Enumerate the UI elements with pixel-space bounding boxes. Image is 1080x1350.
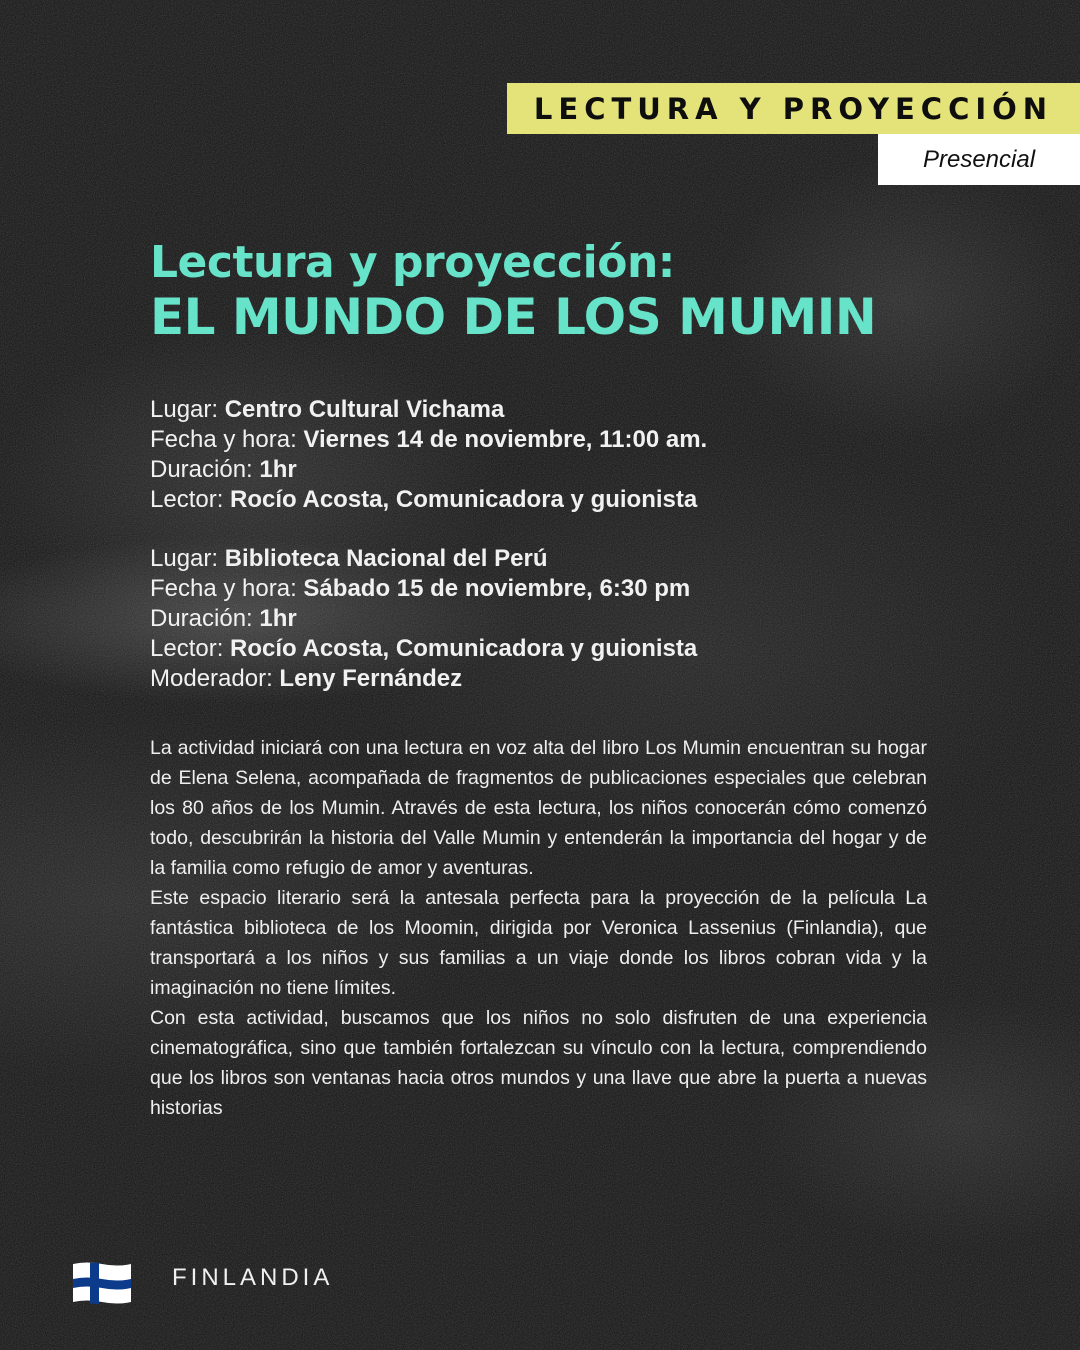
session-1-reader: Lector: Rocío Acosta, Comunicadora y guionista — [150, 486, 698, 513]
session-1-datetime: Fecha y hora: Viernes 14 de noviembre, 11:00 am. — [150, 426, 708, 453]
finland-flag-icon — [72, 1260, 132, 1306]
session-2-duration: Duración: 1hr — [150, 605, 297, 632]
session-details-1 — [150, 395, 950, 515]
category-tag-label: LECTURA Y PROYECCIÓN — [533, 91, 1054, 126]
event-title — [150, 236, 970, 344]
description-paragraph-1: La actividad iniciará con una lectura en voz alta del libro Los Mumin encuentran su hogar de Elena Selena, acompañada de fragmentos de publicaciones especiales que celebran los 80 años de los Mumin. Através de esta lectura, los niños conocerán cómo comenzó todo, descubrirán la historia del Valle Mumin y entenderán la importancia del hogar y de la familia como refugio de amor y aventuras. — [150, 737, 927, 879]
category-tag — [507, 83, 1080, 134]
mode-tag-label: Presencial — [922, 145, 1036, 173]
mode-tag — [878, 134, 1080, 185]
session-1-duration: Duración: 1hr — [150, 456, 297, 483]
session-2-datetime: Fecha y hora: Sábado 15 de noviembre, 6:30 pm — [150, 575, 691, 602]
session-details-2 — [150, 544, 950, 694]
description-paragraph-2: Este espacio literario será la antesala perfecta para la proyección de la película La fantástica biblioteca de los Moomin, dirigida por Veronica Lassenius (Finlandia), que transportará a los niños y sus familias a un viaje donde los libros cobran vida y la imaginación no tiene límites. — [150, 887, 927, 999]
event-title-line1: Lectura y proyección: — [150, 237, 675, 288]
session-1-venue: Lugar: Centro Cultural Vichama — [150, 396, 505, 423]
country-label: FINLANDIA — [172, 1264, 334, 1291]
session-2-moderator: Moderador: Leny Fernández — [150, 665, 463, 692]
event-title-line2: EL MUNDO DE LOS MUMIN — [150, 288, 877, 346]
description-paragraph-3: Con esta actividad, buscamos que los niños no solo disfruten de una experiencia cinematográfica, sino que también fortalezcan su vínculo con la lectura, comprendiendo que los libros son ventanas hacia otros mundos y una llave que abre la puerta a nuevas historias — [150, 1007, 927, 1119]
session-2-venue: Lugar: Biblioteca Nacional del Perú — [150, 545, 548, 572]
session-2-reader: Lector: Rocío Acosta, Comunicadora y guionista — [150, 635, 698, 662]
event-description — [150, 733, 927, 1123]
